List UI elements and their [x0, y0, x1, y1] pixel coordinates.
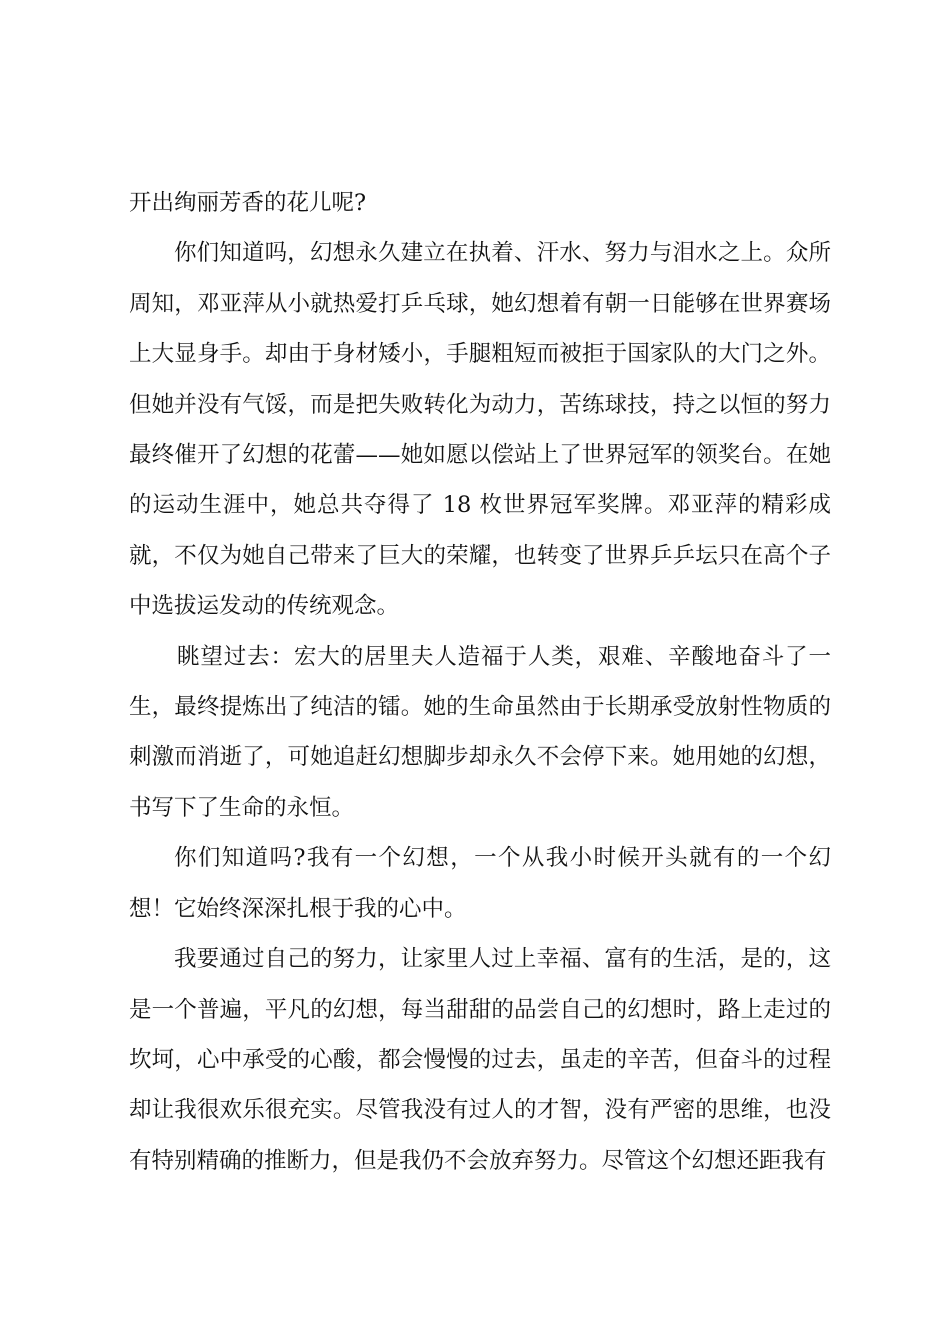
paragraph-effort: 我要通过自己的努力，让家里人过上幸福、富有的生活，是的，这是一个普遍，平凡的幻想，每当甜甜的品尝自己的幻想时，路上走过的坎坷，心中承受的心酸，都会慢慢的过去，虽走的辛苦，但奋斗的过程却让我很欢乐很充实。尽管我没有过人的才智，没有严密的思维，也没有特别精确的推断力，但是我仍不会放弃努力。尽管这个幻想还距我有 — [129, 946, 831, 1174]
paragraph-curie: 眺望过去：宏大的居里夫人造福于人类，艰难、辛酸地奋斗了一生，最终提炼出了纯洁的镭。她的生命虽然由于长期承受放射性物质的刺激而消逝了，可她追赶幻想脚步却永久不会停下来。她用她的幻想，书写下了生命的永恒。 — [129, 643, 831, 821]
paragraph-my-dream: 你们知道吗?我有一个幻想，一个从我小时候开头就有的一个幻想！它始终深深扎根于我的心中。 — [129, 845, 831, 922]
paragraph-deng-yaping: 你们知道吗，幻想永久建立在执着、汗水、努力与泪水之上。众所周知，邓亚萍从小就热爱打乒乓球，她幻想着有朝一日能够在世界赛场上大显身手。却由于身材矮小，手腿粗短而被拒于国家队的大门之外。但她并没有气馁，而是把失败转化为动力，苦练球技，持之以恒的努力最终催开了幻想的花蕾——她如愿以偿站上了世界冠军的领奖台。在她的运动生涯中，她总共夺得了 18 枚世界冠军奖牌。邓亚萍的精彩成就，不仅为她自己带来了巨大的荣耀，也转变了世界乒乒坛只在高个子中选拔运发动的传统观念。 — [129, 240, 831, 620]
body-text — [129, 178, 831, 1186]
paragraph-continuation: 开出绚丽芳香的花儿呢? — [129, 190, 367, 216]
